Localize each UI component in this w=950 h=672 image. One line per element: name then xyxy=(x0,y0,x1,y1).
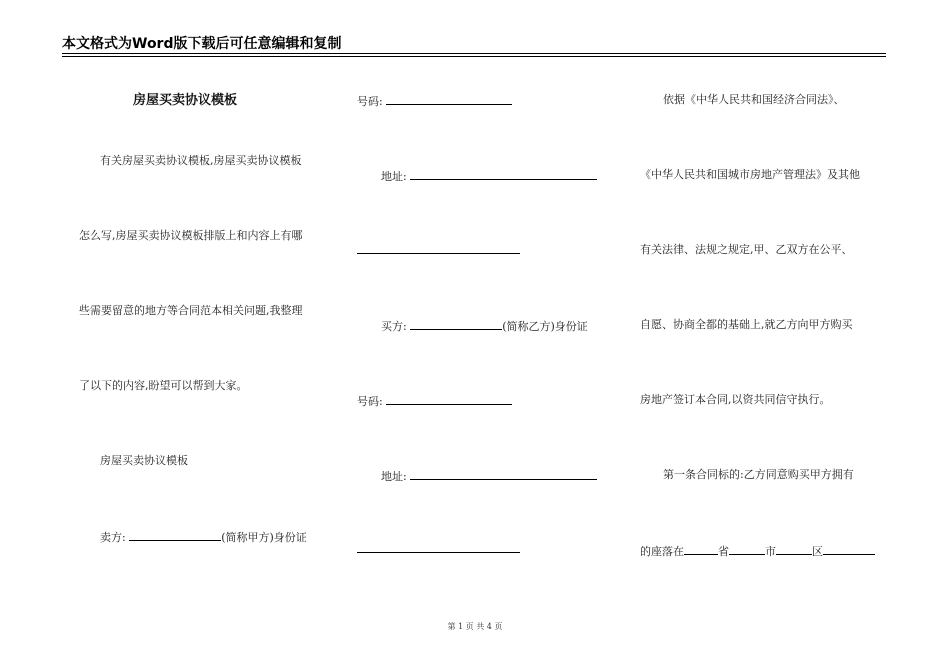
location-line xyxy=(640,543,875,559)
city-blank[interactable] xyxy=(729,543,765,555)
buyer-address-line xyxy=(381,468,597,484)
seller-id-label: 号码: xyxy=(357,95,383,108)
intro-line-3: 些需要留意的地方等合同范本相关问题,我整理 xyxy=(79,304,303,317)
intro-line-4: 了以下的内容,盼望可以帮到大家。 xyxy=(79,379,248,392)
city-label: 市 xyxy=(765,545,776,558)
seller-address-line xyxy=(381,168,597,184)
buyer-address-label: 地址: xyxy=(381,470,407,483)
location-prefix: 的座落在 xyxy=(640,545,684,558)
intro-line-1: 有关房屋买卖协议模板,房屋买卖协议模板 xyxy=(100,154,302,167)
basis-line-5: 房地产签订本合同,以资共同信守执行。 xyxy=(640,393,831,406)
seller-suffix: (简称甲方)身份证 xyxy=(221,531,307,544)
buyer-suffix: (简称乙方)身份证 xyxy=(502,320,588,333)
location-detail-blank[interactable] xyxy=(823,543,875,555)
seller-address-continuation-blank[interactable] xyxy=(357,253,520,254)
section-heading: 房屋买卖协议模板 xyxy=(100,454,188,467)
buyer-address-continuation-blank[interactable] xyxy=(357,552,520,553)
basis-line-4: 自愿、协商全都的基础上,就乙方向甲方购买 xyxy=(640,318,853,331)
header-rule-top xyxy=(62,53,886,54)
basis-line-2: 《中华人民共和国城市房地产管理法》及其他 xyxy=(640,168,860,181)
buyer-name-blank[interactable] xyxy=(410,318,502,330)
seller-id-blank[interactable] xyxy=(386,93,512,105)
seller-name-blank[interactable] xyxy=(129,529,221,541)
buyer-label: 买方: xyxy=(381,320,407,333)
page-footer: 第 1 页 共 4 页 xyxy=(447,622,503,631)
province-blank[interactable] xyxy=(684,543,718,555)
buyer-line xyxy=(381,318,588,334)
seller-address-label: 地址: xyxy=(381,170,407,183)
seller-line xyxy=(100,529,307,545)
buyer-address-blank[interactable] xyxy=(410,468,597,480)
intro-line-2: 怎么写,房屋买卖协议模板排版上和内容上有哪 xyxy=(79,229,303,242)
seller-address-blank[interactable] xyxy=(410,168,597,180)
document-title: 房屋买卖协议模板 xyxy=(133,93,238,108)
basis-line-3: 有关法律、法规之规定,甲、乙双方在公平、 xyxy=(640,243,853,256)
district-label: 区 xyxy=(812,545,823,558)
seller-id-line xyxy=(357,93,512,109)
buyer-id-line xyxy=(357,393,512,409)
article-1-line: 第一条合同标的:乙方同意购买甲方拥有 xyxy=(663,468,854,481)
buyer-id-label: 号码: xyxy=(357,395,383,408)
buyer-id-blank[interactable] xyxy=(386,393,512,405)
seller-label: 卖方: xyxy=(100,531,126,544)
district-blank[interactable] xyxy=(776,543,812,555)
basis-line-1: 依据《中华人民共和国经济合同法》、 xyxy=(663,93,845,106)
header-rule-bottom xyxy=(62,56,886,57)
province-label: 省 xyxy=(718,545,729,558)
page-header: 本文格式为Word版下载后可任意编辑和复制 xyxy=(62,36,342,52)
